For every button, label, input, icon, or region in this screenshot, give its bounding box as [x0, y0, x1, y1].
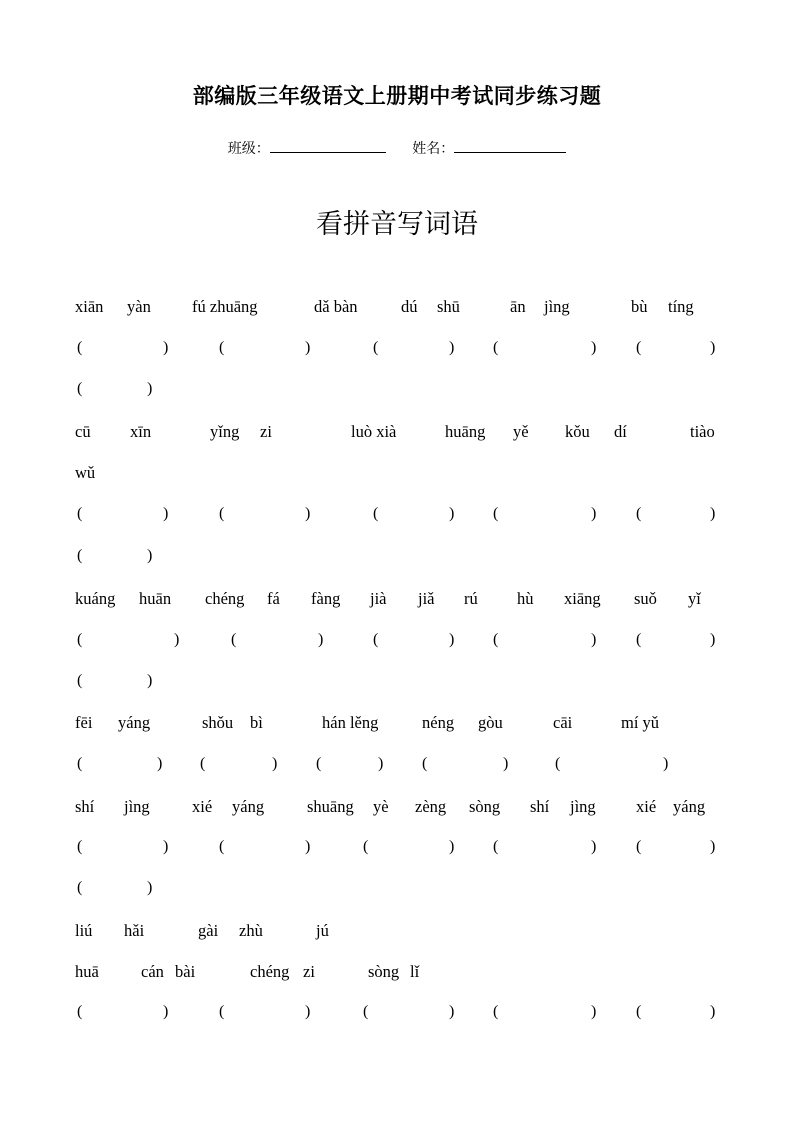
pinyin-word: yě	[513, 422, 529, 441]
pinyin-word: fàng	[311, 589, 341, 608]
pinyin-word: zèng	[415, 797, 447, 816]
answer-open-paren: (	[77, 505, 83, 522]
answer-blank[interactable]	[501, 838, 589, 858]
pinyin-word: liú	[75, 921, 93, 940]
answer-close-paren: )	[305, 339, 311, 356]
answer-blank[interactable]	[501, 339, 589, 359]
answer-row	[0, 672, 794, 694]
pinyin-word: zhù	[239, 921, 263, 940]
pinyin-word: suǒ	[634, 589, 657, 608]
answer-row	[0, 339, 794, 361]
answer-close-paren: )	[710, 838, 716, 855]
pinyin-word: xīn	[130, 422, 152, 441]
pinyin-word: lǐ	[410, 962, 420, 981]
pinyin-word: gài	[198, 921, 219, 940]
pinyin-word: shí	[530, 797, 550, 816]
answer-open-paren: (	[363, 1003, 369, 1020]
answer-close-paren: )	[163, 505, 169, 522]
answer-blank[interactable]	[227, 339, 303, 359]
answer-blank[interactable]	[371, 1003, 447, 1023]
answer-open-paren: (	[200, 755, 206, 772]
answer-close-paren: )	[503, 755, 509, 772]
answer-blank[interactable]	[563, 755, 661, 775]
pinyin-word: jiǎ	[418, 589, 435, 608]
answer-blank[interactable]	[85, 631, 172, 651]
answer-blank[interactable]	[381, 505, 447, 525]
answer-close-paren: )	[157, 755, 163, 772]
answer-open-paren: (	[636, 838, 642, 855]
answer-blank[interactable]	[644, 1003, 708, 1023]
answer-open-paren: (	[636, 505, 642, 522]
pinyin-word: huān	[139, 589, 172, 608]
answer-blank[interactable]	[227, 1003, 303, 1023]
answer-open-paren: (	[231, 631, 237, 648]
answer-blank[interactable]	[85, 339, 161, 359]
answer-close-paren: )	[710, 631, 716, 648]
pinyin-word: gòu	[478, 713, 503, 732]
answer-open-paren: (	[219, 1003, 225, 1020]
pinyin-row	[0, 921, 794, 943]
pinyin-word: huāng	[445, 422, 486, 441]
answer-blank[interactable]	[208, 755, 270, 775]
answer-open-paren: (	[77, 672, 83, 689]
answer-blank[interactable]	[227, 505, 303, 525]
pinyin-word: zi	[303, 962, 315, 981]
answer-row	[0, 838, 794, 860]
pinyin-word: jìng	[544, 297, 570, 316]
answer-open-paren: (	[493, 1003, 499, 1020]
student-info	[0, 138, 794, 158]
answer-blank[interactable]	[644, 631, 708, 651]
answer-close-paren: )	[449, 1003, 455, 1020]
pinyin-row	[0, 297, 794, 319]
answer-blank[interactable]	[324, 755, 376, 775]
pinyin-word: dǎ bàn	[314, 297, 358, 316]
pinyin-word: rú	[464, 589, 478, 608]
answer-open-paren: (	[493, 631, 499, 648]
answer-close-paren: )	[174, 631, 180, 648]
answer-close-paren: )	[449, 339, 455, 356]
answer-close-paren: )	[710, 505, 716, 522]
answer-close-paren: )	[710, 1003, 716, 1020]
answer-row	[0, 879, 794, 901]
name-label: 姓名：	[412, 141, 455, 157]
answer-blank[interactable]	[85, 755, 155, 775]
pinyin-word: yǐng	[210, 422, 240, 441]
answer-blank[interactable]	[85, 1003, 161, 1023]
answer-close-paren: )	[710, 339, 716, 356]
answer-row	[0, 1003, 794, 1025]
pinyin-word: jú	[316, 921, 329, 940]
pinyin-word: bì	[250, 713, 263, 732]
pinyin-word: shí	[75, 797, 95, 816]
pinyin-word: sòng	[469, 797, 501, 816]
answer-open-paren: (	[373, 505, 379, 522]
pinyin-row	[0, 589, 794, 611]
pinyin-word: shuāng	[307, 797, 354, 816]
answer-open-paren: (	[636, 1003, 642, 1020]
answer-open-paren: (	[77, 755, 83, 772]
answer-close-paren: )	[663, 755, 669, 772]
answer-close-paren: )	[147, 672, 153, 689]
pinyin-word: yáng	[118, 713, 151, 732]
answer-open-paren: (	[316, 755, 322, 772]
pinyin-word: bù	[631, 297, 648, 316]
pinyin-word: jìng	[124, 797, 150, 816]
pinyin-word: hán lěng	[322, 713, 379, 732]
answer-blank[interactable]	[644, 838, 708, 858]
answer-blank[interactable]	[85, 380, 145, 400]
pinyin-word: cāi	[553, 713, 573, 732]
pinyin-word: yè	[373, 797, 389, 816]
answer-blank[interactable]	[501, 505, 589, 525]
answer-open-paren: (	[77, 879, 83, 896]
pinyin-word: yǐ	[688, 589, 701, 608]
answer-close-paren: )	[591, 505, 597, 522]
answer-blank[interactable]	[644, 339, 708, 359]
answer-row	[0, 631, 794, 653]
pinyin-word: shū	[437, 297, 460, 316]
pinyin-word: wǔ	[75, 463, 96, 482]
answer-close-paren: )	[591, 1003, 597, 1020]
answer-close-paren: )	[378, 755, 384, 772]
pinyin-word: yàn	[127, 297, 151, 316]
pinyin-word: ān	[510, 297, 526, 316]
answer-close-paren: )	[591, 631, 597, 648]
pinyin-word: xié	[636, 797, 657, 816]
answer-blank[interactable]	[501, 631, 589, 651]
answer-open-paren: (	[636, 339, 642, 356]
answer-close-paren: )	[163, 1003, 169, 1020]
answer-close-paren: )	[163, 339, 169, 356]
pinyin-word: hù	[517, 589, 534, 608]
pinyin-word: xiāng	[564, 589, 601, 608]
answer-open-paren: (	[636, 631, 642, 648]
answer-row	[0, 380, 794, 402]
pinyin-row	[0, 463, 794, 485]
pinyin-word: yáng	[232, 797, 265, 816]
answer-open-paren: (	[219, 505, 225, 522]
pinyin-word: xié	[192, 797, 213, 816]
answer-open-paren: (	[555, 755, 561, 772]
answer-row	[0, 547, 794, 569]
answer-open-paren: (	[363, 838, 369, 855]
class-label: 班级：	[227, 141, 270, 157]
pinyin-word: jià	[370, 589, 387, 608]
pinyin-word: zi	[260, 422, 272, 441]
answer-close-paren: )	[305, 838, 311, 855]
answer-blank[interactable]	[371, 838, 447, 858]
answer-open-paren: (	[77, 339, 83, 356]
answer-open-paren: (	[77, 838, 83, 855]
answer-close-paren: )	[147, 380, 153, 397]
pinyin-word: fú zhuāng	[192, 297, 258, 316]
pinyin-word: luò xià	[351, 422, 397, 441]
answer-close-paren: )	[305, 1003, 311, 1020]
pinyin-word: fá	[267, 589, 280, 608]
answer-row	[0, 505, 794, 527]
answer-close-paren: )	[318, 631, 324, 648]
answer-blank[interactable]	[85, 879, 145, 899]
name-blank[interactable]	[454, 140, 566, 153]
answer-close-paren: )	[147, 547, 153, 564]
pinyin-row	[0, 962, 794, 984]
page-title: 部编版三年级语文上册期中考试同步练习题	[192, 84, 602, 108]
answer-blank[interactable]	[227, 838, 303, 858]
answer-blank[interactable]	[85, 838, 161, 858]
answer-blank[interactable]	[85, 547, 145, 567]
answer-open-paren: (	[77, 547, 83, 564]
pinyin-word: jìng	[570, 797, 596, 816]
answer-open-paren: (	[373, 631, 379, 648]
answer-close-paren: )	[449, 631, 455, 648]
pinyin-row	[0, 797, 794, 819]
answer-open-paren: (	[493, 838, 499, 855]
answer-blank[interactable]	[381, 339, 447, 359]
pinyin-word: huā	[75, 962, 99, 981]
pinyin-word: cán	[141, 962, 164, 981]
pinyin-word: xiān	[75, 297, 104, 316]
pinyin-word: dú	[401, 297, 418, 316]
answer-row	[0, 755, 794, 777]
pinyin-word: hǎi	[124, 921, 145, 940]
pinyin-word: yáng	[673, 797, 706, 816]
section-title: 看拼音写词语	[316, 209, 478, 240]
pinyin-word: fēi	[75, 713, 93, 732]
pinyin-word: mí yǔ	[621, 713, 660, 732]
pinyin-word: dí	[614, 422, 627, 441]
pinyin-word: cū	[75, 422, 91, 441]
answer-close-paren: )	[163, 838, 169, 855]
answer-close-paren: )	[147, 879, 153, 896]
answer-blank[interactable]	[85, 672, 145, 692]
pinyin-word: kǒu	[565, 422, 590, 441]
answer-open-paren: (	[77, 1003, 83, 1020]
answer-blank[interactable]	[239, 631, 316, 651]
answer-blank[interactable]	[501, 1003, 589, 1023]
pinyin-word: néng	[422, 713, 455, 732]
pinyin-row	[0, 422, 794, 444]
answer-blank[interactable]	[381, 631, 447, 651]
answer-open-paren: (	[77, 631, 83, 648]
pinyin-word: bài	[175, 962, 196, 981]
pinyin-word: sòng	[368, 962, 400, 981]
answer-open-paren: (	[493, 339, 499, 356]
answer-open-paren: (	[422, 755, 428, 772]
answer-close-paren: )	[305, 505, 311, 522]
answer-close-paren: )	[272, 755, 278, 772]
answer-close-paren: )	[449, 838, 455, 855]
answer-blank[interactable]	[430, 755, 501, 775]
pinyin-row	[0, 713, 794, 735]
pinyin-word: tíng	[668, 297, 694, 316]
answer-open-paren: (	[219, 339, 225, 356]
answer-open-paren: (	[493, 505, 499, 522]
pinyin-word: shǒu	[202, 713, 234, 732]
answer-blank[interactable]	[85, 505, 161, 525]
pinyin-word: chéng	[205, 589, 245, 608]
answer-close-paren: )	[591, 339, 597, 356]
answer-open-paren: (	[77, 380, 83, 397]
pinyin-word: tiào	[690, 422, 715, 441]
pinyin-word: kuáng	[75, 589, 116, 608]
answer-close-paren: )	[449, 505, 455, 522]
answer-blank[interactable]	[644, 505, 708, 525]
answer-open-paren: (	[373, 339, 379, 356]
class-blank[interactable]	[270, 140, 386, 153]
answer-open-paren: (	[219, 838, 225, 855]
answer-close-paren: )	[591, 838, 597, 855]
pinyin-word: chéng	[250, 962, 290, 981]
